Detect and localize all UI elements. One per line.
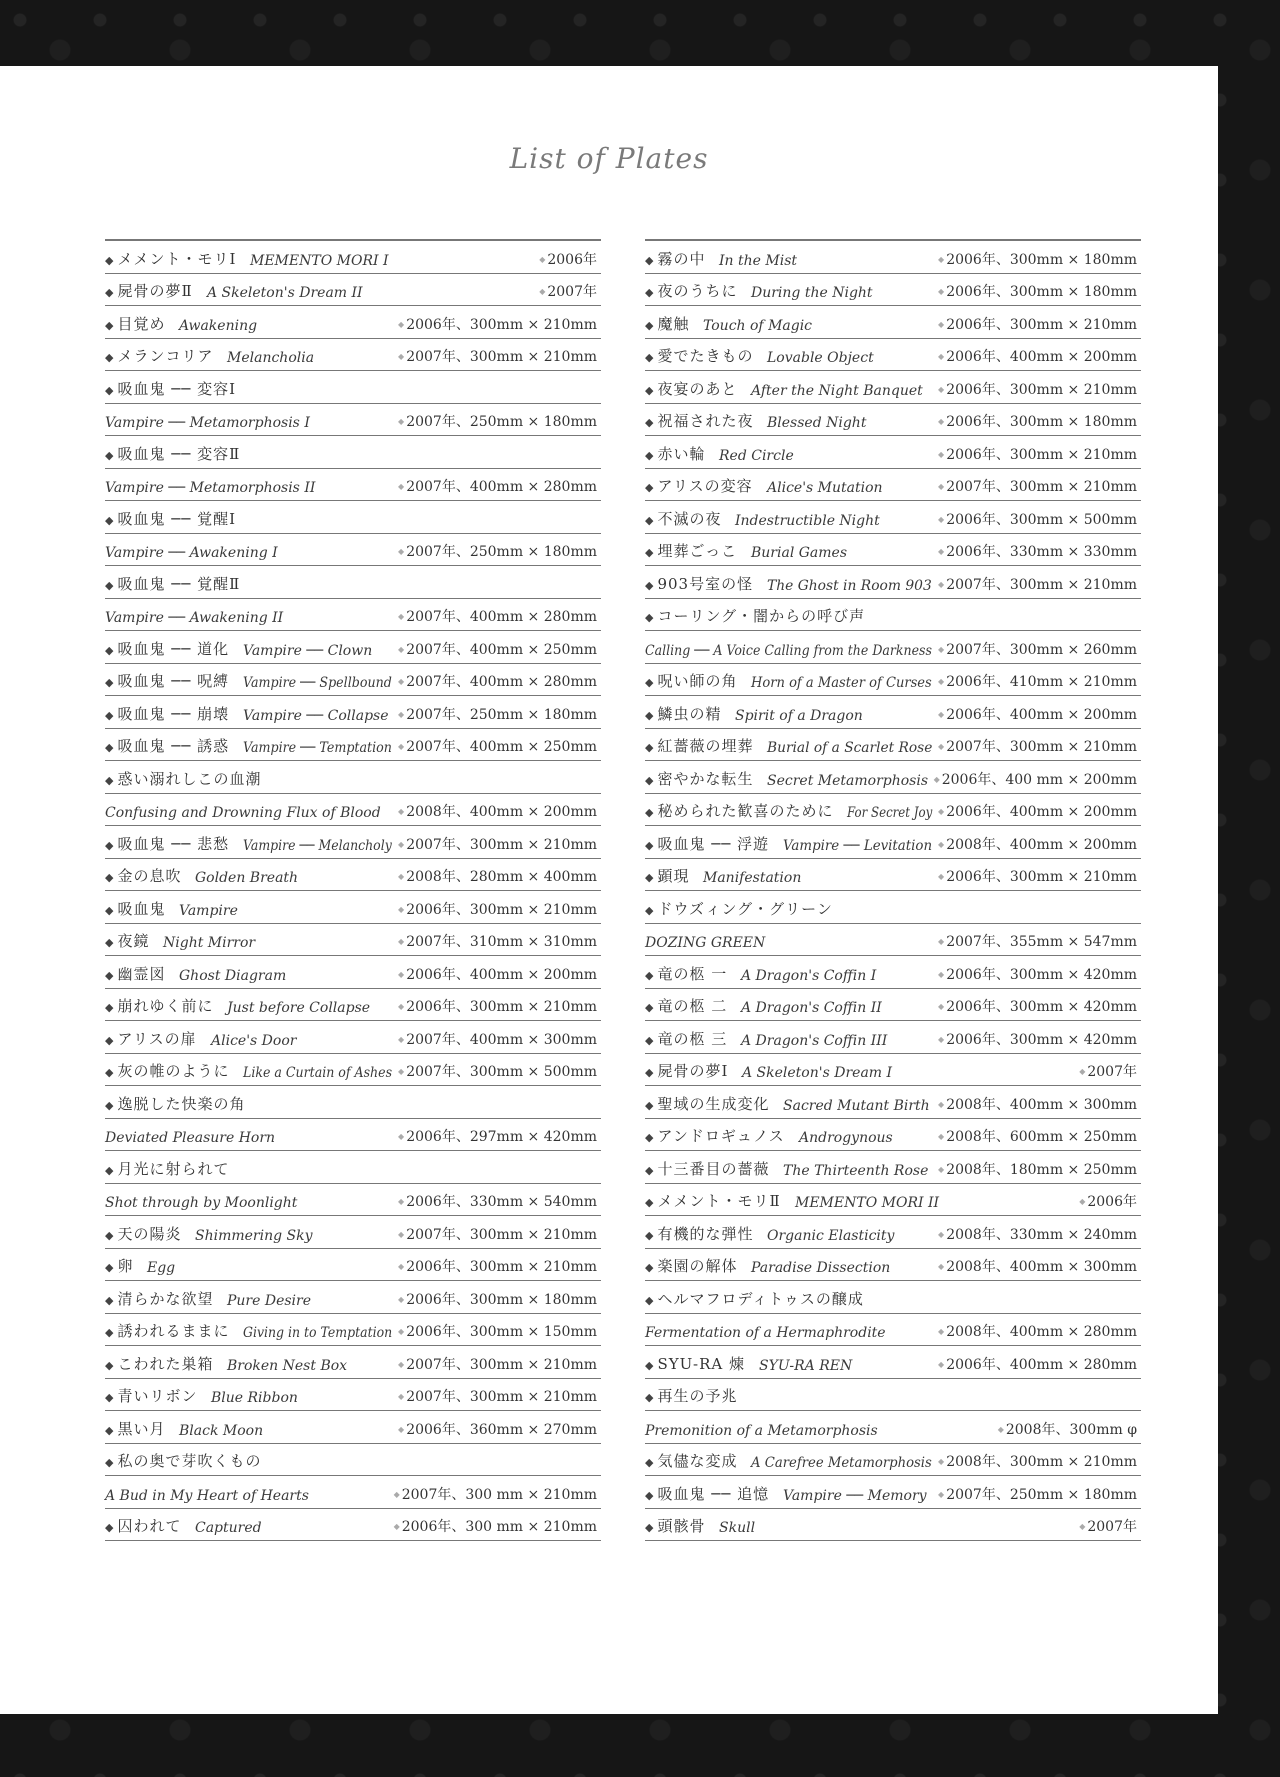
plate-title-en: Vampire ── Temptation (243, 740, 392, 756)
plate-title-en: Touch of Magic (703, 317, 813, 334)
plate-year-size: ◆ 2008年、300mm φ (998, 1419, 1137, 1439)
plate-year-size: ◆ 2006年、300mm × 210mm (938, 866, 1137, 886)
plate-row (645, 1476, 1141, 1509)
plate-year-size: ◆ 2006年、410mm × 210mm (938, 671, 1137, 691)
plate-title-en: Vampire (179, 902, 238, 919)
plate-title-ja: ◆ 逸脱した快楽の角 (105, 1093, 245, 1114)
plate-row (105, 501, 601, 534)
plate-title-en: Burial Games (751, 545, 848, 561)
plate-title-en: Confusing and Drowning Flux of Blood (105, 805, 381, 821)
plate-row (645, 339, 1141, 372)
plate-row (645, 566, 1141, 599)
plate-title-ja: ◆ 紅薔薇の埋葬 (645, 735, 753, 756)
plate-title-ja: ◆ 月光に射られて (105, 1158, 229, 1179)
plate-year-size: ◆ 2007年、300mm × 500mm (398, 1061, 597, 1081)
plate-year-size: ◆ 2007年 (1079, 1061, 1137, 1081)
plate-row (105, 956, 601, 989)
plate-title-en: Secret Metamorphosis (767, 772, 929, 789)
plate-row (645, 794, 1141, 827)
plate-title-ja: ◆ メランコリア (105, 345, 213, 366)
plate-title-en: Blessed Night (767, 415, 867, 431)
plate-row (105, 1054, 601, 1087)
plate-row (645, 1151, 1141, 1184)
plate-title-ja: ◆ コーリング・闇からの呼び声 (645, 605, 865, 626)
plate-row (645, 469, 1141, 502)
plate-title-ja: ◆ 聖域の生成変化 (645, 1093, 769, 1114)
plate-year-size: ◆ 2006年、300 mm × 210mm (394, 1516, 597, 1536)
plate-title-ja: ◆ 目覚め (105, 313, 165, 334)
plate-title-ja: ◆ 私の奥で芽吹くもの (105, 1450, 261, 1471)
plate-row (105, 339, 601, 372)
plate-row (645, 1509, 1141, 1542)
plate-row (645, 1444, 1141, 1477)
plate-title-en: Alice's Mutation (767, 480, 883, 496)
plate-row (105, 1411, 601, 1444)
plate-year-size: ◆ 2007年、400mm × 300mm (398, 1029, 597, 1049)
plates-list-left (105, 239, 601, 1541)
plate-row (105, 1021, 601, 1054)
plate-row (645, 501, 1141, 534)
plate-title-en: During the Night (751, 285, 873, 301)
plate-row (645, 1086, 1141, 1119)
plate-year-size: ◆ 2007年 (539, 281, 597, 301)
plate-title-ja: ◆ メメント・モリⅡ (645, 1190, 781, 1211)
plate-year-size: ◆ 2007年 (1079, 1516, 1137, 1536)
plate-title-en: Shot through by Moonlight (105, 1195, 298, 1211)
plate-row (645, 1281, 1141, 1314)
plate-year-size: ◆ 2007年、250mm × 180mm (938, 1484, 1137, 1504)
plate-title-ja: ◆ 赤い輪 (645, 443, 705, 464)
plate-year-size: ◆ 2007年、400mm × 280mm (398, 671, 597, 691)
plate-title-en: The Thirteenth Rose (783, 1162, 929, 1179)
plate-year-size: ◆ 2006年、300mm × 420mm (938, 964, 1137, 984)
plate-title-ja: ◆ 竜の柩 一 (645, 963, 727, 984)
plate-title-en: For Secret Joy (847, 805, 933, 821)
plate-title-ja: ◆ アリスの変容 (645, 475, 753, 496)
plate-row (105, 1314, 601, 1347)
plate-title-ja: ◆ 夜鏡 (105, 930, 149, 951)
plate-year-size: ◆ 2008年、180mm × 250mm (938, 1159, 1137, 1179)
plate-title-en: Spirit of a Dragon (735, 707, 863, 724)
plate-title-ja: ◆ 夜のうちに (645, 280, 737, 301)
plate-title-en: A Bud in My Heart of Hearts (105, 1487, 309, 1504)
plate-title-en: The Ghost in Room 903 (767, 577, 932, 594)
plate-title-en: Night Mirror (163, 935, 256, 951)
plate-row (645, 631, 1141, 664)
plate-year-size: ◆ 2007年、300mm × 210mm (398, 1386, 597, 1406)
plate-year-size: ◆ 2006年、300mm × 420mm (938, 1029, 1137, 1049)
plate-title-ja: ◆ 吸血鬼 ── 覚醒Ⅱ (105, 573, 240, 594)
plate-title-ja: ◆ 屍骨の夢Ⅱ (105, 280, 193, 301)
plate-year-size: ◆ 2006年、400mm × 280mm (938, 1354, 1137, 1374)
plate-row (105, 241, 601, 274)
plate-year-size: ◆ 2006年、330mm × 330mm (938, 541, 1137, 561)
plate-year-size: ◆ 2007年、400mm × 250mm (398, 736, 597, 756)
plate-title-ja: ◆ 夜宴のあと (645, 378, 737, 399)
plate-title-en: Ghost Diagram (179, 967, 287, 984)
plate-title-en: Alice's Door (211, 1032, 297, 1049)
plate-title-ja: ◆ 黒い月 (105, 1418, 165, 1439)
plate-title-en: Horn of a Master of Curses (751, 675, 932, 691)
plate-row (645, 1314, 1141, 1347)
plate-title-en: Manifestation (703, 870, 802, 886)
plate-year-size: ◆ 2008年、600mm × 250mm (938, 1126, 1137, 1146)
plate-title-en: Vampire ── Melancholy (243, 837, 392, 854)
plate-title-en: Deviated Pleasure Horn (105, 1130, 276, 1146)
plate-row (645, 436, 1141, 469)
plate-title-ja: ◆ SYU-RA 煉 (645, 1353, 745, 1374)
plate-year-size: ◆ 2006年、300mm × 180mm (938, 281, 1137, 301)
plate-title-ja: ◆ 吸血鬼 ── 覚醒Ⅰ (105, 508, 236, 529)
plate-row (645, 924, 1141, 957)
plate-title-en: SYU-RA REN (759, 1357, 853, 1374)
plate-title-en: Premonition of a Metamorphosis (645, 1422, 878, 1439)
plate-row (105, 891, 601, 924)
plate-title-en: Egg (147, 1260, 176, 1276)
plate-row (645, 241, 1141, 274)
plate-row (645, 859, 1141, 892)
plate-row (105, 1444, 601, 1477)
plate-year-size: ◆ 2006年 (1079, 1191, 1137, 1211)
plate-row (105, 1281, 601, 1314)
plate-title-en: Fermentation of a Hermaphrodite (645, 1325, 886, 1341)
plate-title-ja: ◆ 有機的な弾性 (645, 1223, 753, 1244)
plate-row (105, 599, 601, 632)
plate-title-ja: ◆ 屍骨の夢Ⅰ (645, 1060, 728, 1081)
plate-title-en: A Skeleton's Dream I (742, 1065, 893, 1081)
plate-row (105, 696, 601, 729)
plate-title-en: Paradise Dissection (751, 1260, 891, 1276)
plate-title-ja: ◆ 霧の中 (645, 248, 705, 269)
plate-year-size: ◆ 2006年、300mm × 210mm (938, 444, 1137, 464)
plate-row (645, 1184, 1141, 1217)
plate-title-ja: ◆ 吸血鬼 ── 道化 (105, 638, 229, 659)
plate-row (645, 274, 1141, 307)
plate-title-ja: ◆ 頭骸骨 (645, 1515, 705, 1536)
plate-year-size: ◆ 2007年、355mm × 547mm (938, 931, 1137, 951)
plate-title-en: Burial of a Scarlet Rose (767, 740, 933, 756)
plate-year-size: ◆ 2007年、300mm × 210mm (398, 1224, 597, 1244)
plate-title-ja: ◆ こわれた巣箱 (105, 1353, 213, 1374)
plate-year-size: ◆ 2006年、300mm × 210mm (938, 379, 1137, 399)
plate-title-en: Blue Ribbon (211, 1390, 298, 1406)
plate-title-en: Pure Desire (227, 1292, 312, 1309)
plate-row (645, 306, 1141, 339)
plate-title-en: Melancholia (227, 350, 315, 366)
plate-title-ja: ◆ 崩れゆく前に (105, 995, 213, 1016)
plate-title-en: Just before Collapse (227, 1000, 371, 1016)
plate-title-en: A Dragon's Coffin II (741, 1000, 882, 1016)
plate-title-ja: ◆ 埋葬ごっこ (645, 540, 737, 561)
plate-title-ja: ◆ 鱗虫の精 (645, 703, 721, 724)
plate-title-en: Vampire ── Collapse (243, 707, 389, 724)
plate-title-en: Giving in to Temptation (243, 1325, 393, 1341)
plate-title-ja: ◆ メメント・モリⅠ (105, 248, 236, 269)
plate-year-size: ◆ 2006年、297mm × 420mm (398, 1126, 597, 1146)
plate-title-ja: ◆ 吸血鬼 (105, 898, 165, 919)
plate-row (105, 274, 601, 307)
plate-row (645, 1021, 1141, 1054)
plate-title-ja: ◆ 竜の柩 二 (645, 995, 727, 1016)
plate-title-ja: ◆ 天の陽炎 (105, 1223, 181, 1244)
plate-title-ja: ◆ 吸血鬼 ── 悲愁 (105, 833, 229, 854)
plate-row (105, 664, 601, 697)
plate-title-ja: ◆ 金の息吹 (105, 865, 181, 886)
plate-row (645, 696, 1141, 729)
plate-title-en: A Carefree Metamorphosis (751, 1455, 932, 1471)
plate-row (645, 371, 1141, 404)
plate-year-size: ◆ 2007年、250mm × 180mm (398, 541, 597, 561)
plate-title-en: Awakening (179, 317, 258, 334)
plate-year-size: ◆ 2007年、300mm × 210mm (398, 346, 597, 366)
plate-row (105, 566, 601, 599)
plates-list-right (645, 239, 1141, 1541)
plate-title-en: Skull (719, 1520, 756, 1536)
plate-row (645, 1249, 1141, 1282)
plate-year-size: ◆ 2008年、300mm × 210mm (938, 1451, 1137, 1471)
plate-title-ja: ◆ 吸血鬼 ── 変容Ⅰ (105, 378, 236, 399)
plate-row (645, 404, 1141, 437)
plate-year-size: ◆ 2006年、400mm × 200mm (938, 346, 1137, 366)
plate-year-size: ◆ 2006年、300mm × 210mm (398, 899, 597, 919)
plate-row (105, 729, 601, 762)
plate-title-en: Like a Curtain of Ashes (243, 1065, 393, 1081)
plate-year-size: ◆ 2006年、300mm × 210mm (398, 1256, 597, 1276)
plate-row (645, 534, 1141, 567)
plate-row (105, 404, 601, 437)
plate-row (105, 1509, 601, 1542)
plate-title-en: Vampire ── Clown (243, 642, 373, 659)
page-sheet (0, 66, 1218, 1714)
plate-title-ja: ◆ 祝福された夜 (645, 410, 753, 431)
plate-year-size: ◆ 2007年、300mm × 210mm (938, 736, 1137, 756)
plate-row (105, 1346, 601, 1379)
plate-year-size: ◆ 2006年、300mm × 500mm (938, 509, 1137, 529)
plate-row (645, 956, 1141, 989)
plate-year-size: ◆ 2006年、400mm × 200mm (938, 801, 1137, 821)
plate-row (645, 664, 1141, 697)
plate-row (105, 371, 601, 404)
plate-title-en: Sacred Mutant Birth (783, 1097, 930, 1114)
plate-title-ja: ◆ 吸血鬼 ── 追憶 (645, 1483, 769, 1504)
plate-row (645, 1411, 1141, 1444)
plate-title-en: Organic Elasticity (767, 1227, 895, 1244)
plate-year-size: ◆ 2008年、330mm × 240mm (938, 1224, 1137, 1244)
plate-row (645, 599, 1141, 632)
plate-title-en: Indestructible Night (735, 512, 880, 529)
plate-title-ja: ◆ 青いリボン (105, 1385, 197, 1406)
plate-row (105, 1476, 601, 1509)
plate-year-size: ◆ 2007年、300mm × 210mm (398, 1354, 597, 1374)
plate-year-size: ◆ 2007年、300mm × 260mm (938, 639, 1137, 659)
plate-title-ja: ◆ 楽園の解体 (645, 1255, 737, 1276)
plate-row (645, 989, 1141, 1022)
plate-row (105, 436, 601, 469)
plate-title-en: Captured (195, 1520, 262, 1536)
plate-title-ja: ◆ アリスの扉 (105, 1028, 197, 1049)
plate-row (105, 1216, 601, 1249)
plate-title-ja: ◆ 秘められた歓喜のために (645, 800, 833, 821)
plate-row (645, 761, 1141, 794)
plate-year-size: ◆ 2006年、300mm × 210mm (398, 314, 597, 334)
plate-row (105, 989, 601, 1022)
plate-row (645, 1119, 1141, 1152)
plate-year-size: ◆ 2006年、300mm × 180mm (938, 411, 1137, 431)
plate-row (645, 729, 1141, 762)
plate-row (105, 761, 601, 794)
plate-title-en: Androgynous (799, 1130, 893, 1146)
plate-title-en: Vampire ── Levitation (783, 837, 933, 854)
plate-row (105, 1119, 601, 1152)
plate-row (645, 1054, 1141, 1087)
plate-title-en: A Dragon's Coffin III (741, 1032, 888, 1049)
plate-year-size: ◆ 2006年、300mm × 420mm (938, 996, 1137, 1016)
page-title: List of Plates (509, 142, 709, 175)
plate-title-en: Vampire ── Metamorphosis II (105, 480, 316, 496)
plate-title-ja: ◆ 密やかな転生 (645, 768, 753, 789)
plate-title-ja: ◆ 気儘な変成 (645, 1450, 737, 1471)
plate-row (645, 1346, 1141, 1379)
plate-year-size: ◆ 2006年、300mm × 210mm (398, 996, 597, 1016)
plate-row (105, 794, 601, 827)
plate-row (645, 891, 1141, 924)
plate-title-en: A Skeleton's Dream II (207, 285, 363, 301)
plate-row (105, 469, 601, 502)
plate-row (645, 1379, 1141, 1412)
plate-row (105, 534, 601, 567)
plate-row (645, 1216, 1141, 1249)
plate-year-size: ◆ 2006年、400 mm × 200mm (934, 769, 1137, 789)
plate-title-en: MEMENTO MORI II (795, 1195, 940, 1211)
plate-year-size: ◆ 2006年、360mm × 270mm (398, 1419, 597, 1439)
plate-title-en: Lovable Object (767, 350, 874, 366)
plate-title-ja: ◆ ヘルマフロディトゥスの醸成 (645, 1288, 864, 1309)
plate-title-en: In the Mist (719, 252, 797, 269)
plate-title-ja: ◆ 愛でたきもの (645, 345, 753, 366)
plate-title-en: Vampire ── Metamorphosis I (105, 415, 310, 431)
plate-title-ja: ◆ 吸血鬼 ── 崩壊 (105, 703, 229, 724)
plate-row (105, 1379, 601, 1412)
plate-year-size: ◆ 2007年、300mm × 210mm (938, 476, 1137, 496)
plate-title-en: Vampire ── Spellbound (243, 675, 392, 691)
plate-year-size: ◆ 2006年、400mm × 200mm (938, 704, 1137, 724)
plate-year-size: ◆ 2008年、400mm × 200mm (938, 834, 1137, 854)
plate-row (645, 826, 1141, 859)
plate-title-en: MEMENTO MORI I (250, 252, 389, 269)
plate-year-size: ◆ 2008年、400mm × 300mm (938, 1094, 1137, 1114)
plate-year-size: ◆ 2006年、400mm × 200mm (398, 964, 597, 984)
plate-title-ja: ◆ 呪い師の角 (645, 670, 737, 691)
plate-title-en: Black Moon (179, 1422, 264, 1439)
plate-year-size: ◆ 2007年、400mm × 280mm (398, 606, 597, 626)
plate-row (105, 924, 601, 957)
plate-title-ja: ◆ 清らかな欲望 (105, 1288, 213, 1309)
plate-row (105, 306, 601, 339)
plate-year-size: ◆ 2007年、400mm × 280mm (398, 476, 597, 496)
plate-title-ja: ◆ 吸血鬼 ── 誘惑 (105, 735, 229, 756)
plate-year-size: ◆ 2007年、250mm × 180mm (398, 411, 597, 431)
plate-year-size: ◆ 2008年、400mm × 200mm (398, 801, 597, 821)
plate-title-en: Vampire ── Awakening I (105, 545, 278, 561)
plate-title-en: Calling ── A Voice Calling from the Darkness (645, 642, 932, 659)
plate-year-size: ◆ 2007年、310mm × 310mm (398, 931, 597, 951)
plate-title-en: Vampire ── Memory (783, 1487, 927, 1504)
plate-title-en: Vampire ── Awakening II (105, 610, 284, 626)
plate-title-ja: ◆ 幽霊図 (105, 963, 165, 984)
plate-title-ja: ◆ 魔触 (645, 313, 689, 334)
plate-year-size: ◆ 2006年、300mm × 180mm (938, 249, 1137, 269)
plate-title-en: A Dragon's Coffin I (741, 967, 877, 984)
plate-row (105, 1249, 601, 1282)
plate-year-size: ◆ 2008年、280mm × 400mm (398, 866, 597, 886)
plate-title-en: Shimmering Sky (195, 1227, 313, 1244)
plate-title-ja: ◆ 再生の予兆 (645, 1385, 737, 1406)
plate-title-ja: ◆ 卵 (105, 1255, 133, 1276)
plate-title-ja: ◆ 吸血鬼 ── 浮遊 (645, 833, 769, 854)
plate-title-ja: ◆ 灰の帷のように (105, 1060, 229, 1081)
plate-year-size: ◆ 2008年、400mm × 280mm (938, 1321, 1137, 1341)
plate-year-size: ◆ 2006年、300mm × 180mm (398, 1289, 597, 1309)
plate-year-size: ◆ 2006年 (539, 249, 597, 269)
plate-title-en: Broken Nest Box (227, 1357, 348, 1374)
plate-year-size: ◆ 2006年、300mm × 210mm (938, 314, 1137, 334)
plate-title-en: Golden Breath (195, 870, 299, 886)
plate-title-ja: ◆ 吸血鬼 ── 呪縛 (105, 670, 229, 691)
plate-year-size: ◆ 2007年、300 mm × 210mm (394, 1484, 597, 1504)
plate-title-ja: ◆ 惑い溺れしこの血潮 (105, 768, 261, 789)
plate-year-size: ◆ 2007年、250mm × 180mm (398, 704, 597, 724)
plate-title-ja: ◆ 吸血鬼 ── 変容Ⅱ (105, 443, 240, 464)
plate-year-size: ◆ 2007年、400mm × 250mm (398, 639, 597, 659)
plate-row (105, 826, 601, 859)
plate-row (105, 859, 601, 892)
plate-row (105, 1151, 601, 1184)
plate-title-en: Red Circle (719, 447, 794, 464)
plate-title-en: DOZING GREEN (645, 935, 766, 951)
plate-year-size: ◆ 2006年、330mm × 540mm (398, 1191, 597, 1211)
plate-year-size: ◆ 2007年、300mm × 210mm (398, 834, 597, 854)
plate-title-ja: ◆ 不滅の夜 (645, 508, 721, 529)
plate-row (105, 1086, 601, 1119)
plate-title-en: After the Night Banquet (751, 382, 923, 399)
plate-title-ja: ◆ アンドロギュノス (645, 1125, 785, 1146)
plate-title-ja: ◆ 竜の柩 三 (645, 1028, 727, 1049)
plate-row (105, 1184, 601, 1217)
plate-title-ja: ◆ 903号室の怪 (645, 573, 753, 594)
plate-title-ja: ◆ 顕現 (645, 865, 689, 886)
plate-year-size: ◆ 2006年、300mm × 150mm (398, 1321, 597, 1341)
plate-title-ja: ◆ ドウズィング・グリーン (645, 898, 833, 919)
plate-year-size: ◆ 2007年、300mm × 210mm (938, 574, 1137, 594)
plate-row (105, 631, 601, 664)
plate-title-ja: ◆ 囚われて (105, 1515, 181, 1536)
plate-title-ja: ◆ 十三番目の薔薇 (645, 1158, 769, 1179)
plate-title-ja: ◆ 誘われるままに (105, 1320, 229, 1341)
plate-year-size: ◆ 2008年、400mm × 300mm (938, 1256, 1137, 1276)
